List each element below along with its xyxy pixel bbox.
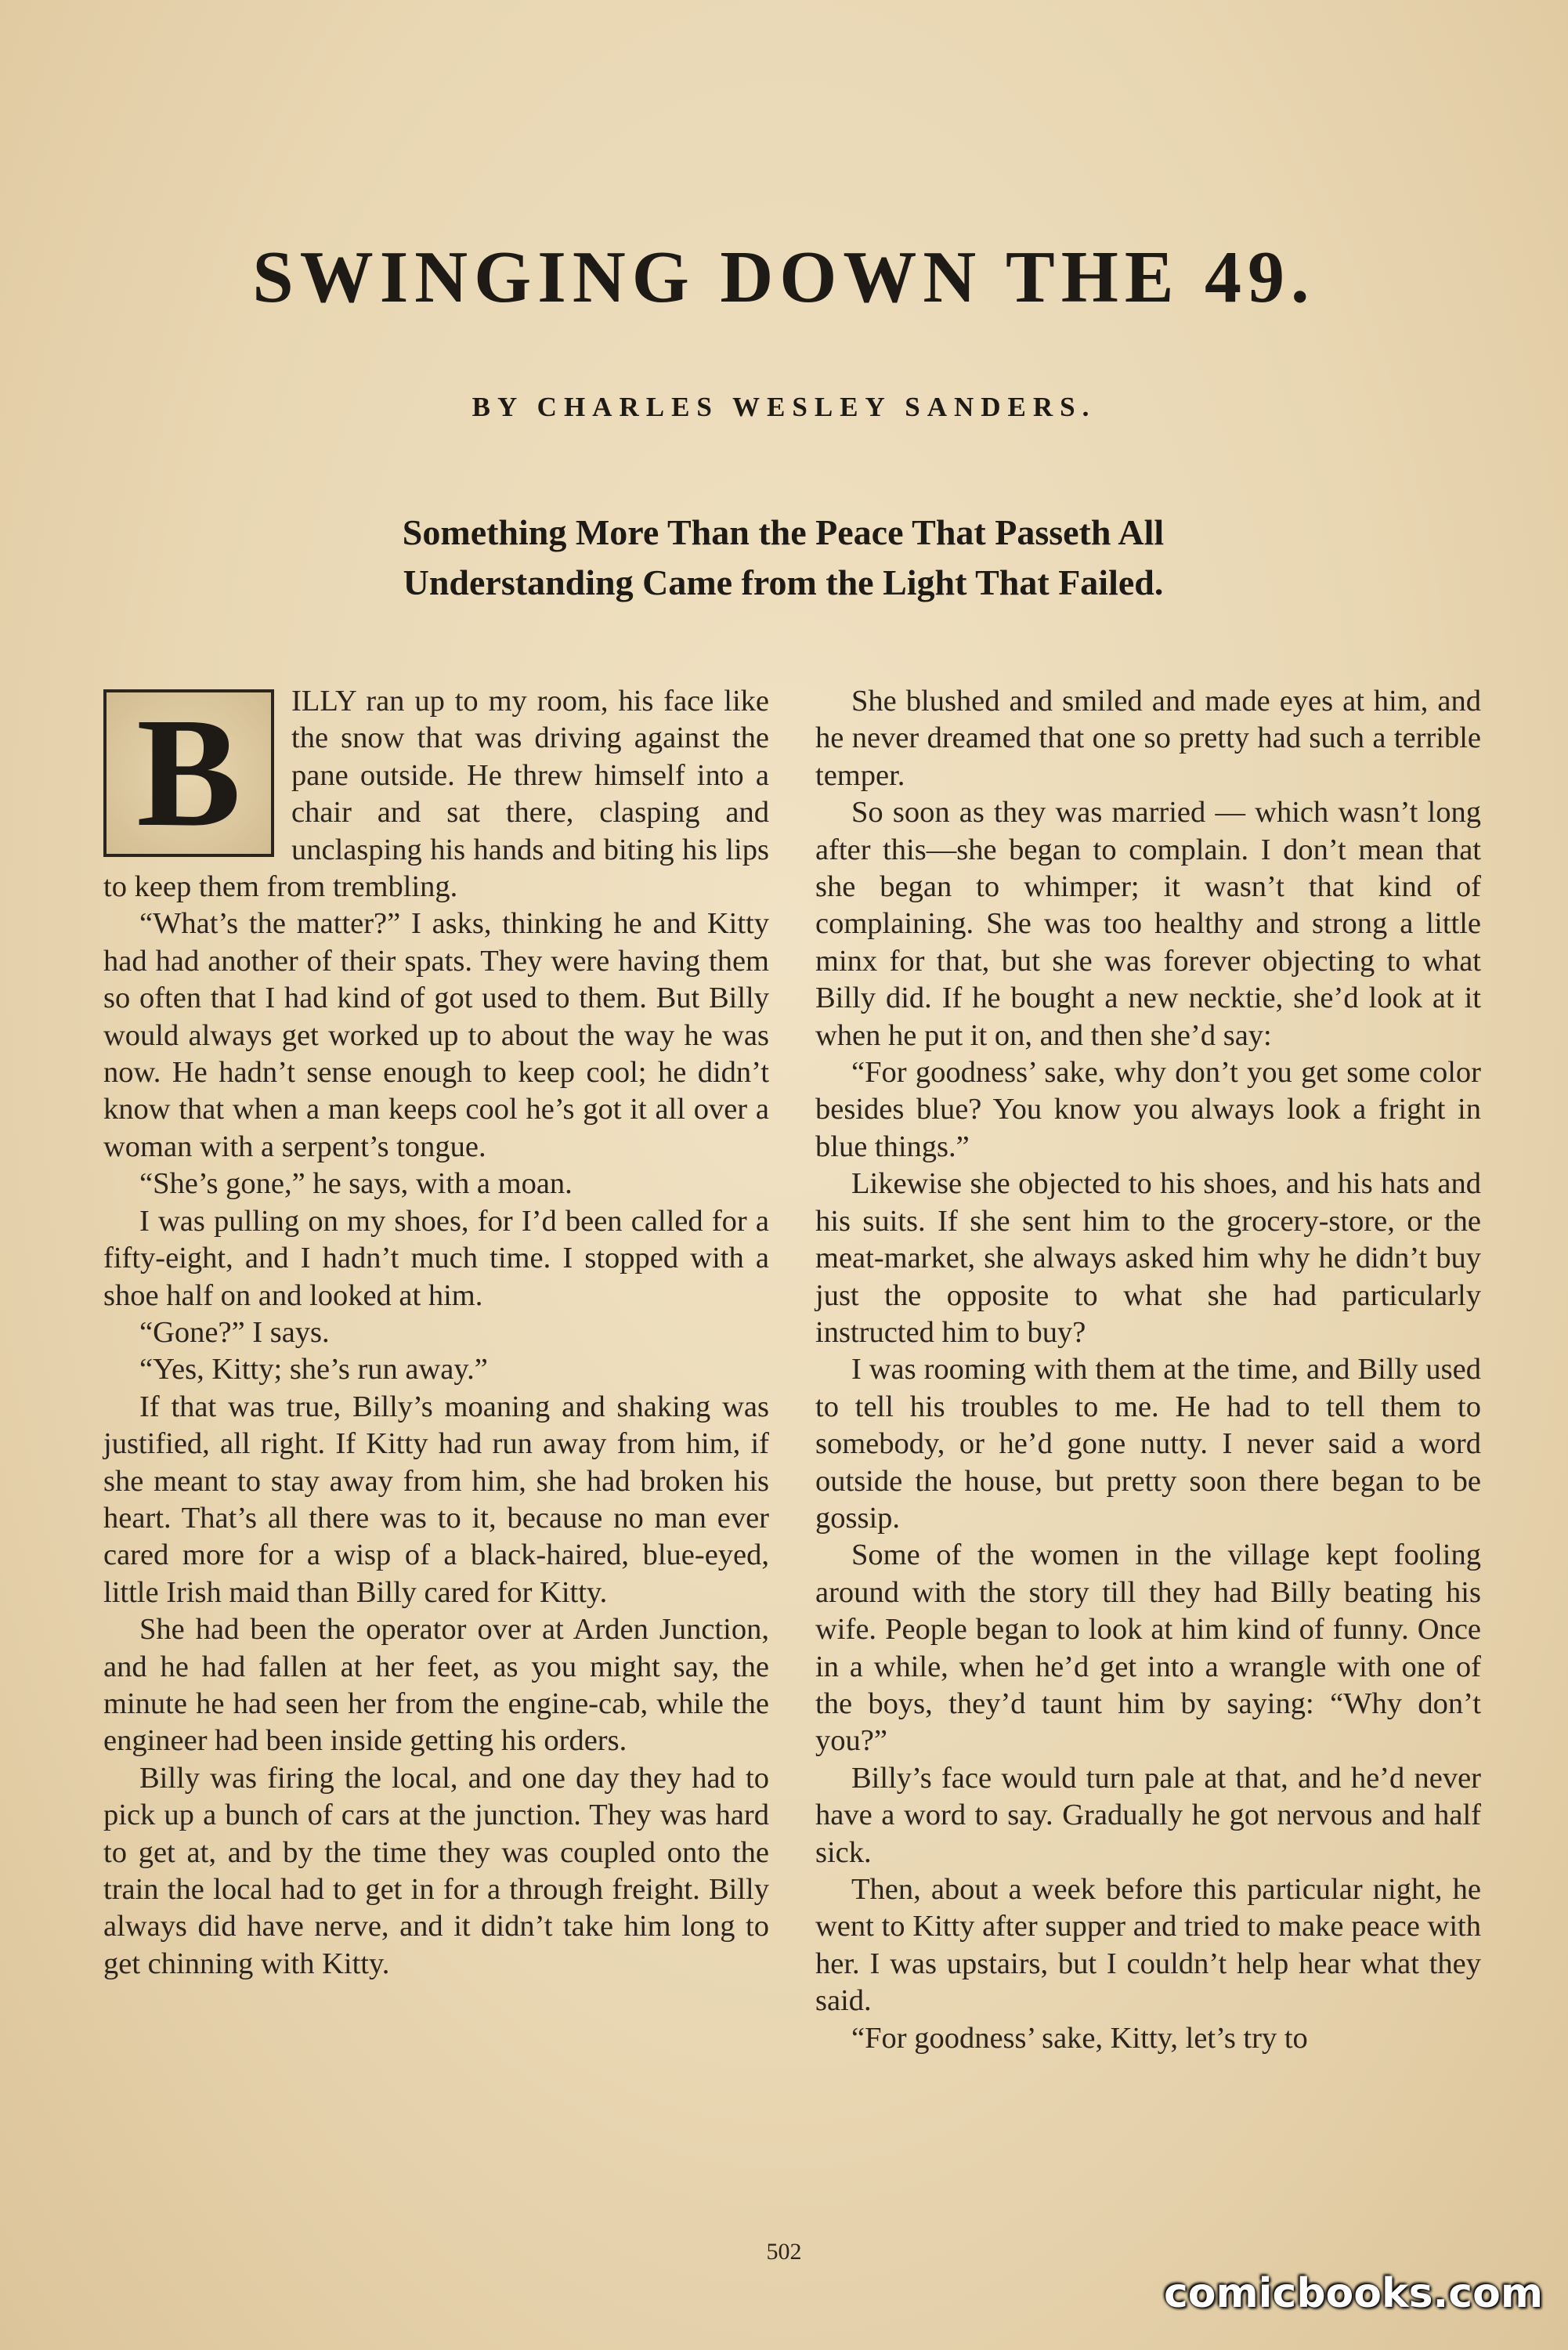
paragraph: “She’s gone,” he says, with a moan.	[139, 1167, 573, 1201]
paragraph: “For goodness’ sake, why don’t you get some color besides blue? You know you always look a fright in blue things.”	[815, 1056, 1481, 1163]
paragraph: She had been the operator over at Arden Junction, and he had fallen at her feet, as you might say, the minute he had seen her from the engine-cab, while the engineer had been inside getting his orders.	[103, 1613, 769, 1758]
paragraph: Some of the women in the village kept fooling around with the story till they had Billy beating his wife. People began to look at him kind of funny. Once in a while, when he’d get into a wrangle with one of the boys, they’d taunt him by saying: “Why don’t you?”	[815, 1538, 1481, 1758]
article-deck	[298, 508, 1269, 608]
paragraph: Billy was firing the local, and one day they had to pick up a bunch of cars at the junction. They was hard to get at, and by the time they was coupled onto the train the local had to get in for a through freight. Billy always did have nerve, and it didn’t take him long to get chinning with Kitty.	[103, 1761, 769, 1980]
article-byline: BY CHARLES WESLEY SANDERS.	[471, 392, 1097, 422]
paragraph: If that was true, Billy’s moaning and shaking was justified, all right. If Kitty had run away from him, if she meant to stay away from him, she had broken his heart. That’s all there was to it, because no man ever cared more for a wisp of a black-haired, blue-eyed, little Irish maid than Billy cared for Kitty.	[103, 1390, 769, 1609]
page-number: 502	[766, 2239, 802, 2265]
paragraph: “Yes, Kitty; she’s run away.”	[139, 1353, 488, 1386]
paragraph: ILLY ran up to my room, his face like the snow that was driving against the pane outside. He threw himself into a chair and sat there, clasping and unclasping his hands and biting his lips to keep them from trembling.	[103, 685, 769, 904]
paragraph: Billy’s face would turn pale at that, and he’d never have a word to say. Gradually he got nervous and half sick.	[815, 1761, 1481, 1869]
paragraph: So soon as they was married — which wasn’t long after this—she began to complain. I don’t mean that she began to whimper; it wasn’t that kind of complaining. She was too healthy and strong a little minx for that, but she was forever objecting to what Billy did. If he bought a new necktie, she’d look at it when he put it on, and then she’d say:	[815, 796, 1481, 1052]
paragraph: I was rooming with them at the time, and Billy used to tell his troubles to me. He had to tell them to somebody, or he’d gone nutty. I never said a word outside the house, but pretty soon there began to be gossip.	[815, 1353, 1481, 1535]
deck-line: Something More Than the Peace That Passeth All	[402, 512, 1165, 552]
article-title: SWINGING DOWN THE 49.	[252, 237, 1316, 318]
paragraph: Likewise she objected to his shoes, and his hats and his suits. If she sent him to the grocery-store, or the meat-market, she always asked him why he didn’t buy just the opposite to what she had particularly instructed him to buy?	[815, 1167, 1481, 1349]
right-column	[815, 683, 1481, 2057]
paragraph: “What’s the matter?” I asks, thinking he and Kitty had had another of their spats. They were having them so often that I had kind of got used to them. But Billy would always get worked up to about the way he was now. He hadn’t sense enough to keep cool; he didn’t know that when a man keeps cool he’s got it all over a woman with a serpent’s tongue.	[103, 907, 769, 1163]
paragraph: She blushed and smiled and made eyes at him, and he never dreamed that one so pretty had such a terrible temper.	[815, 685, 1481, 792]
paragraph: “Gone?” I says.	[139, 1315, 330, 1349]
paragraph: Then, about a week before this particular night, he went to Kitty after supper and tried to make peace with her. I was upstairs, but I couldn’t help hear what they said.	[815, 1873, 1481, 2018]
left-column	[103, 683, 769, 1983]
deck-line: Understanding Came from the Light That Failed.	[403, 562, 1164, 602]
paragraph: “For goodness’ sake, Kitty, let’s try to	[851, 2021, 1308, 2055]
watermark-logo: comicbooks.com	[1163, 2270, 1544, 2317]
drop-cap: B	[103, 689, 274, 857]
paragraph: I was pulling on my shoes, for I’d been called for a fifty-eight, and I hadn’t much time. I stopped with a shoe half on and looked at him.	[103, 1204, 769, 1312]
